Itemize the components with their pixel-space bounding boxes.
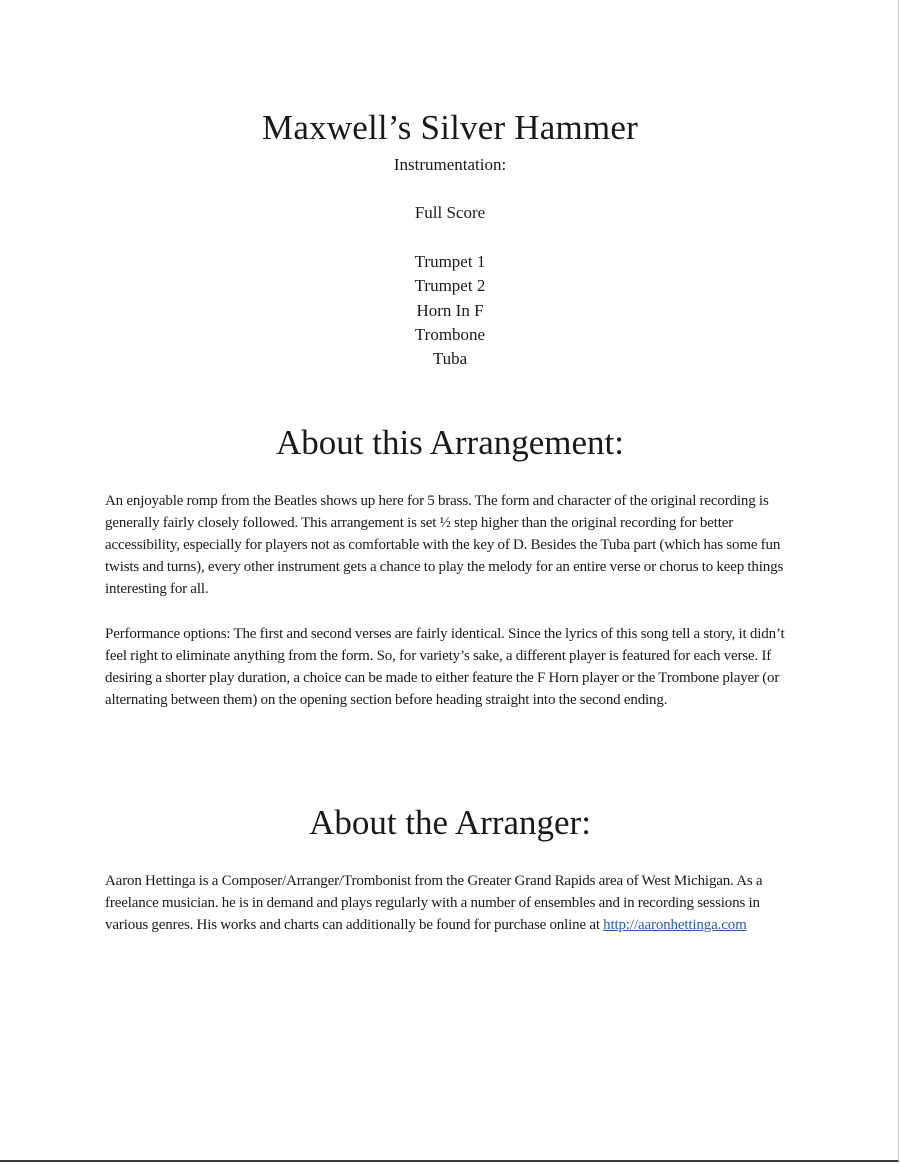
instrument-item: Horn In F	[416, 300, 484, 320]
instrument-item: Trumpet 2	[414, 276, 486, 296]
instrument-item: Trumpet 1	[414, 252, 486, 271]
instrument-list	[0, 250, 900, 371]
instrument-item: Trombone	[414, 324, 486, 344]
arrangement-paragraph-2: Performance options: The first and second verses are fairly identical. Since the lyrics of this song tell a story, it didn’t feel right to eliminate anything from the form. So, for variety’s sake, a different player is featured for each verse. If desiring a shorter play duration, a choice can be made to either feature the F Horn player or the Trombone player (or alternating between them) on the opening section before heading straight into the second ending.	[105, 626, 785, 708]
arranger-paragraph	[105, 870, 805, 936]
instrumentation-label: Instrumentation:	[393, 155, 507, 174]
arrangement-heading: About this Arrangement:	[275, 423, 624, 462]
arrangement-paragraph-1: An enjoyable romp from the Beatles shows up here for 5 brass. The form and character of the original recording is generally fairly closely followed. This arrangement is set ½ step higher than the original recording for better accessibility, especially for players not as comfortable with the key of D. Besides the Tuba part (which has some fun twists and turns), every other instrument gets a chance to play the melody for an entire verse or chorus to keep things interesting for all.	[105, 493, 784, 597]
arranger-website-link[interactable]: http://aaronhettinga.com	[603, 917, 747, 933]
arranger-text: Aaron Hettinga is a Composer/Arranger/Trombonist from the Greater Grand Rapids area of West Michigan. As a freelance musician. he is in demand and plays regularly with a number of ensembles and in recording sessions in various genres. His works and charts can additionally be found for purchase online at	[105, 873, 763, 933]
full-score-label: Full Score	[414, 203, 486, 222]
arranger-heading: About the Arranger:	[309, 803, 591, 842]
document-title: Maxwell’s Silver Hammer	[262, 108, 638, 147]
instrument-item: Tuba	[432, 349, 468, 369]
